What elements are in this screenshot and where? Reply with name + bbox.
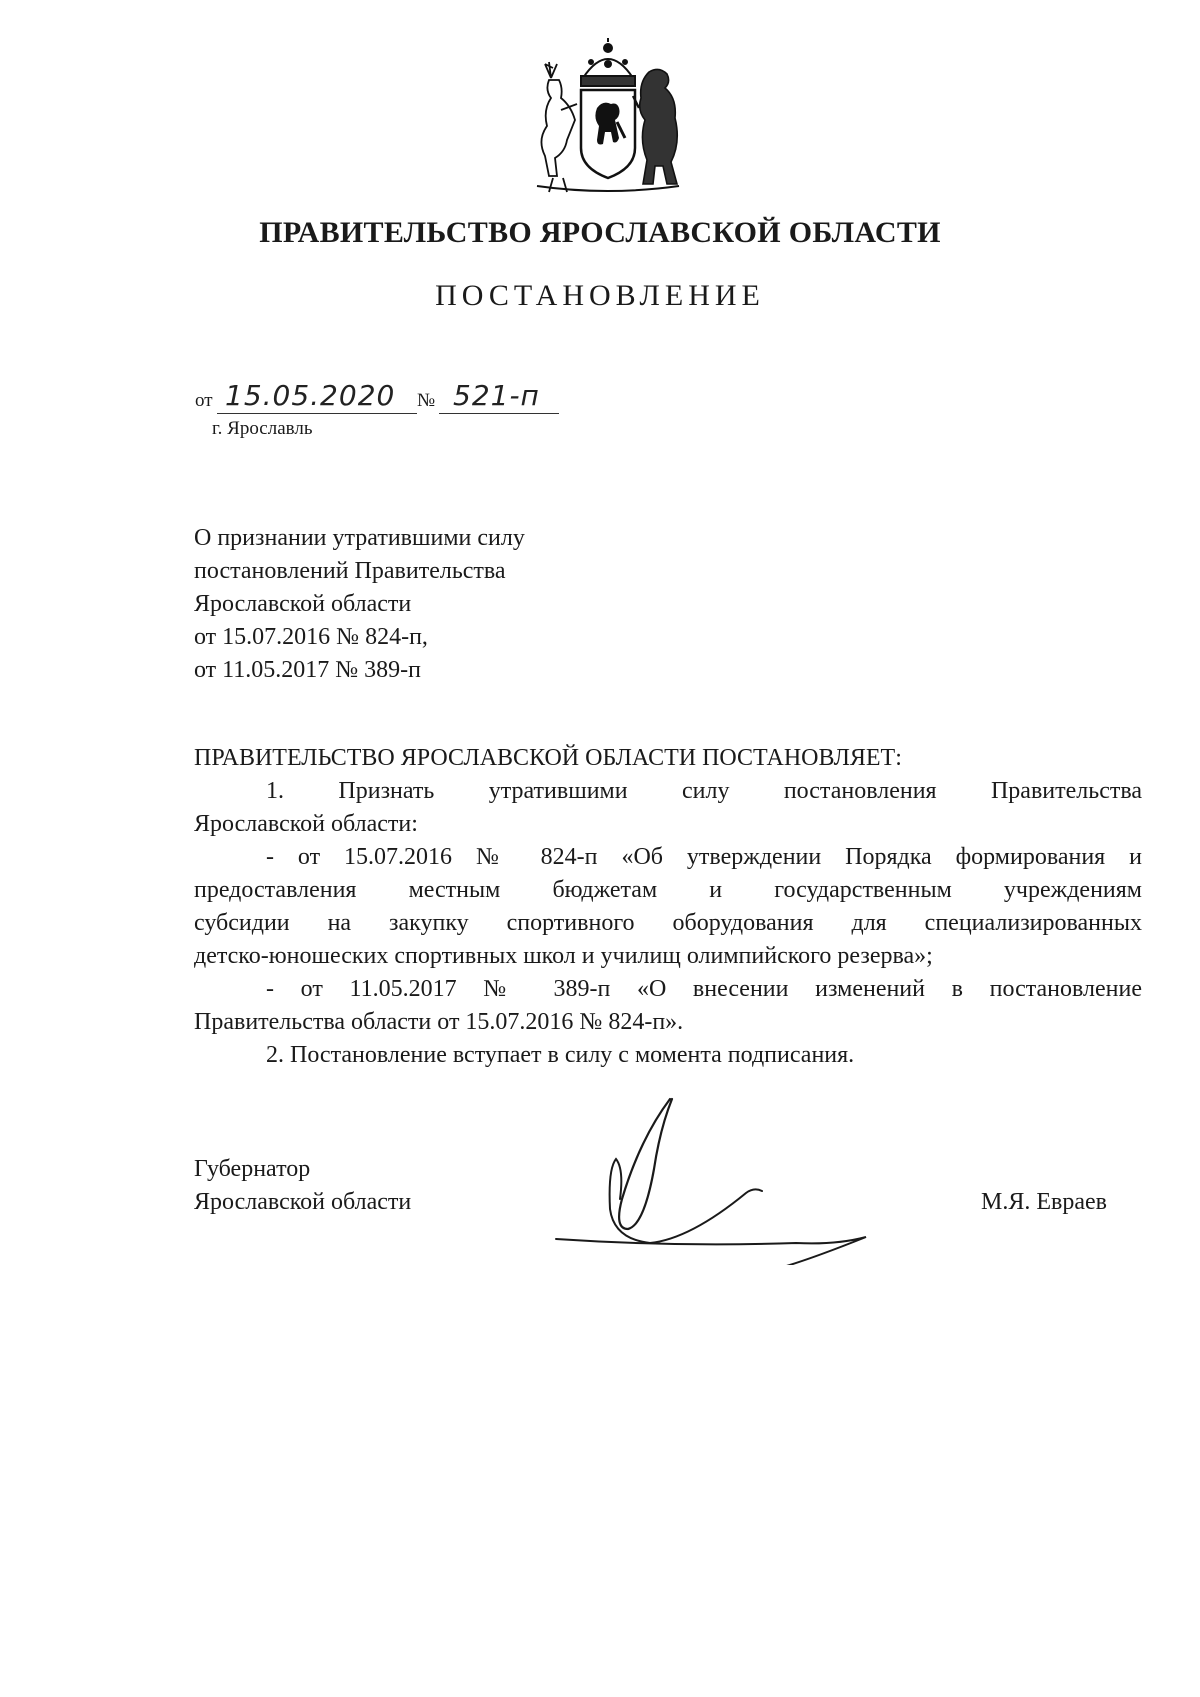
coat-of-arms-icon bbox=[531, 38, 685, 196]
subject-line: О признании утратившими силу bbox=[194, 525, 525, 551]
decree-body bbox=[194, 742, 1142, 1072]
signatory-name: М.Я. Евраев bbox=[981, 1189, 1107, 1215]
paragraph-1-line: 1. Признать утратившими силу постановления Правительства bbox=[266, 778, 1142, 804]
number-underline bbox=[439, 413, 559, 414]
handwritten-date: 15.05.2020 bbox=[225, 379, 396, 412]
position-line: Ярославской области bbox=[194, 1189, 412, 1215]
item-1-line: субсидии на закупку спортивного оборудования для специализированных bbox=[194, 910, 1142, 936]
organization-title: ПРАВИТЕЛЬСТВО ЯРОСЛАВСКОЙ ОБЛАСТИ bbox=[259, 216, 941, 249]
signatory-position bbox=[194, 1153, 411, 1219]
city: г. Ярославль bbox=[212, 418, 313, 439]
date-prefix: от bbox=[195, 390, 213, 411]
position-line: Губернатор bbox=[194, 1156, 311, 1182]
item-1-line: - от 15.07.2016 № 824-п «Об утверждении Порядка формирования и bbox=[266, 844, 1142, 870]
date-underline bbox=[217, 413, 417, 414]
registration-line bbox=[195, 379, 595, 416]
subject-line: от 15.07.2016 № 824-п, bbox=[194, 624, 428, 650]
subject-line: от 11.05.2017 № 389-п bbox=[194, 657, 422, 683]
subject-line: Ярославской области bbox=[194, 591, 412, 617]
handwritten-signature bbox=[548, 1095, 888, 1265]
handwritten-number: 521-п bbox=[453, 379, 540, 412]
paragraph-1-line: Ярославской области: bbox=[194, 811, 418, 837]
preamble: ПРАВИТЕЛЬСТВО ЯРОСЛАВСКОЙ ОБЛАСТИ ПОСТАНОВЛЯЕТ: bbox=[194, 745, 902, 771]
item-2-line: Правительства области от 15.07.2016 № 824-п». bbox=[194, 1009, 684, 1035]
document-type: ПОСТАНОВЛЕНИЕ bbox=[435, 279, 765, 312]
item-1-line: детско-юношеских спортивных школ и училищ олимпийского резерва»; bbox=[194, 943, 933, 969]
subject-line: постановлений Правительства bbox=[194, 558, 506, 584]
document-subject bbox=[194, 522, 525, 687]
paragraph-2: 2. Постановление вступает в силу с момента подписания. bbox=[266, 1042, 855, 1068]
item-2-line: - от 11.05.2017 № 389-п «О внесении изменений в постановление bbox=[266, 976, 1142, 1002]
item-1-line: предоставления местным бюджетам и государственным учреждениям bbox=[194, 877, 1142, 903]
number-prefix: № bbox=[417, 390, 436, 411]
